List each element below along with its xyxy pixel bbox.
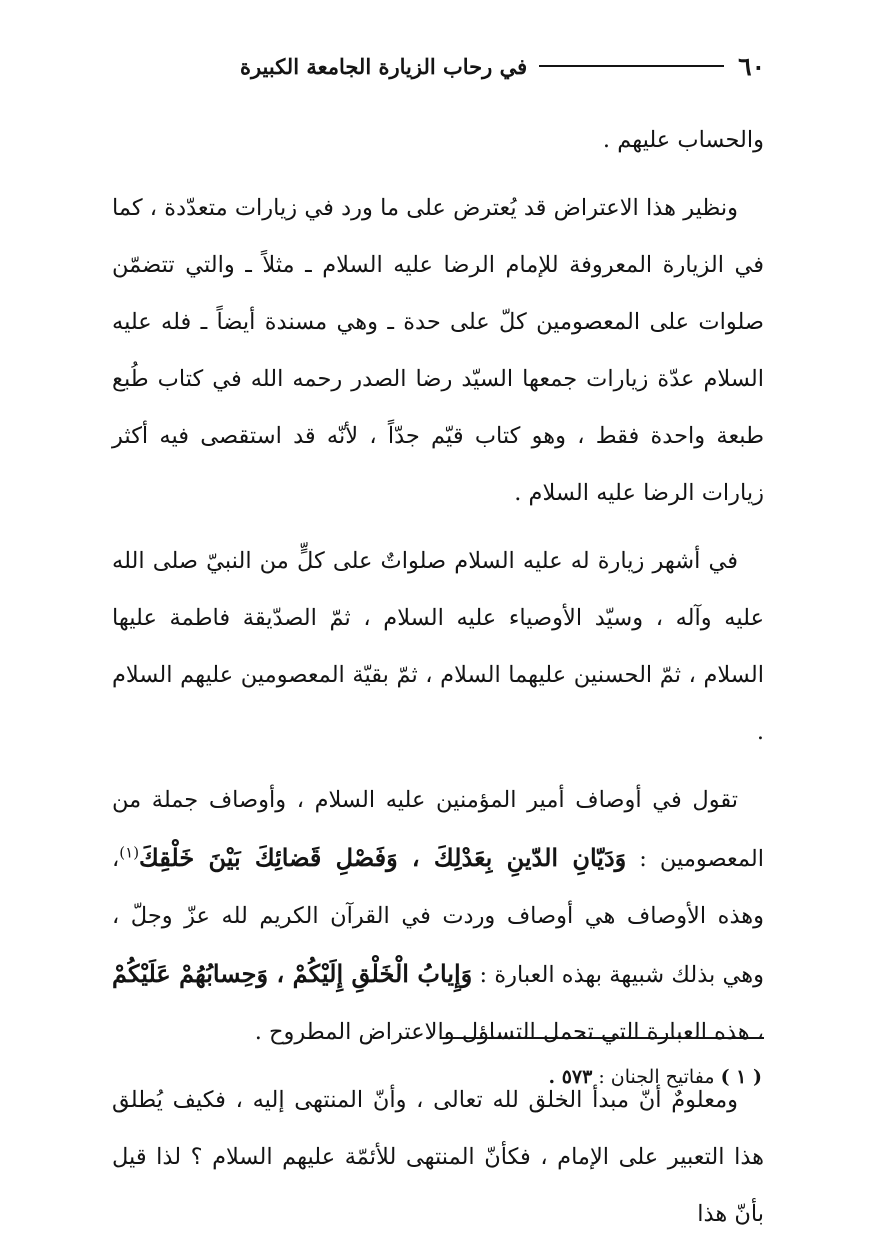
quote-daiyan-al-din: وَدَيّانِ الدّينِ بِعَدْلِكَ ، وَفَصْلِ قَضائِكَ بَيْنَ خَلْقِكَ bbox=[139, 843, 627, 872]
footnote bbox=[300, 1062, 762, 1092]
paragraph-4-middle: ، وهذه الأوصاف هي أوصاف وردت في القرآن الكريم لله عزّ وجلّ ، وهي بذلك شبيهة بهذه العبارة : bbox=[112, 846, 764, 988]
paragraph-5: ومعلومٌ أنّ مبدأ الخلق لله تعالى ، وأنّ المنتهى إليه ، فكيف يُطلق هذا التعبير على الإمام ، فكأنّ المنتهى للأئمّة عليهم السلام ؟ لذا قيل بأنّ هذا bbox=[112, 1087, 764, 1227]
paragraph-4-end: ، هذه العبارة التي تحمل التساؤل والاعتراض المطروح . bbox=[254, 1019, 764, 1045]
running-header bbox=[115, 44, 765, 88]
paragraph-1: والحساب عليهم . bbox=[602, 127, 764, 153]
footnote-ref: (١) bbox=[119, 843, 140, 862]
footnote-number: ( ١ ) bbox=[720, 1066, 762, 1088]
header-rule bbox=[539, 65, 724, 67]
paragraph-3: في أشهر زيارة له عليه السلام صلواتٌ على كلٍّ من النبيّ صلى الله عليه وآله ، وسيّد الأوصياء عليه السلام ، ثمّ الصدّيقة فاطمة عليها السلام ، ثمّ الحسنين عليهما السلام ، ثمّ بقيّة المعصومين عليهم السلام . bbox=[112, 548, 764, 745]
quote-iyab-al-khalq: وَإِيابُ الْخَلْقِ إِلَيْكُمْ ، وَحِسابُهُمْ عَلَيْكُمْ bbox=[112, 959, 473, 988]
paragraph-4 bbox=[112, 772, 764, 1061]
paragraph-4-intro: تقول في أوصاف أمير المؤمنين عليه السلام ، وأوصاف جملة من المعصومين : bbox=[112, 787, 764, 872]
footnote-page: ٥٧٣ . bbox=[548, 1066, 593, 1088]
running-title: في رحاب الزيارة الجامعة الكبيرة bbox=[239, 53, 528, 79]
footnote-source: مفاتيح الجنان : bbox=[598, 1066, 715, 1088]
page-number: ٦٠ bbox=[738, 51, 765, 81]
footnote-rule bbox=[440, 1037, 764, 1039]
paragraph-2: ونظير هذا الاعتراض قد يُعترض على ما ورد في زيارات متعدّدة ، كما في الزيارة المعروفة للإمام الرضا عليه السلام ـ مثلاً ـ والتي تتضمّن صلوات على المعصومين كلّ على حدة ـ وهي مسندة أيضاً ـ فله عليه السلام عدّة زيارات جمعها السيّد رضا الصدر رحمه الله في كتاب طُبع طبعة واحدة فقط ، وهو كتاب قيّم جدّاً ، لأنّه قد استقصى فيه أكثر زيارات الرضا عليه السلام . bbox=[112, 195, 764, 506]
